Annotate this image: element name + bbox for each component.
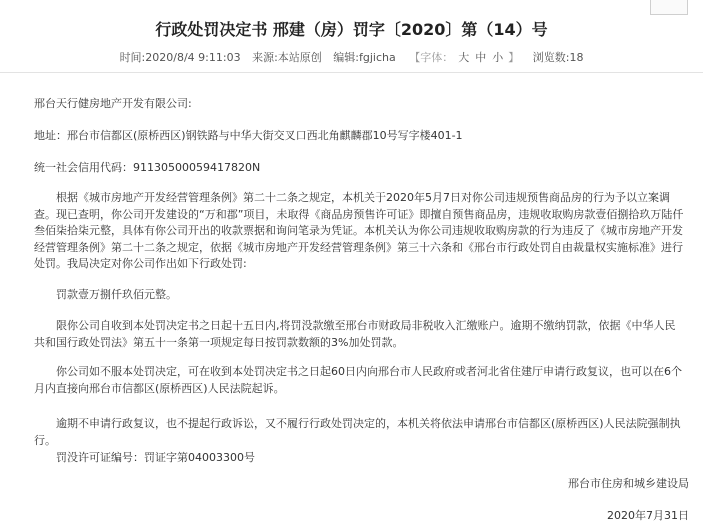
appeal-paragraph: 你公司如不服本处罚决定，可在收到本处罚决定书之日起60日内向邢台市人民政府或者河北省住建厅申请行政复议，也可以在6个月内直接向邢台市信都区(原桥西区)人民法院起诉。 <box>34 365 682 395</box>
publish-time: 时间:2020/8/4 9:11:03 <box>119 51 241 64</box>
header-divider <box>0 72 703 73</box>
font-size-medium-link[interactable]: 中 <box>475 51 487 64</box>
address: 地址：邢台市信都区(原桥西区)钢铁路与中华大街交叉口西北角麒麟郡10号写字楼401-1 <box>34 129 463 142</box>
font-size-prefix: 【字体： <box>409 51 454 64</box>
font-size-large-link[interactable]: 大 <box>458 51 470 64</box>
corner-decoration <box>650 0 688 15</box>
view-count: 浏览数:18 <box>532 51 584 64</box>
source-label: 来源:本站原创 <box>252 51 322 64</box>
enforcement-paragraph: 逾期不申请行政复议，也不提起行政诉讼，又不履行行政处罚决定的，本机关将依法申请邢台市信都区(原桥西区)人民法院强制执行。 <box>34 417 681 447</box>
article-meta <box>0 50 703 66</box>
payment-paragraph: 限你公司自收到本处罚决定书之日起十五日内,将罚没款缴至邢台市财政局非税收入汇缴账户。逾期不缴纳罚款，依据《中华人民共和国行政处罚法》第五十一条第一项规定每日按罚款数额的3%加处罚款。 <box>34 319 676 349</box>
font-size-suffix: 】 <box>508 51 520 64</box>
penalty-paragraph: 罚款壹万捌仟玖佰元整。 <box>56 288 177 301</box>
font-size-small-link[interactable]: 小 <box>492 51 504 64</box>
permit-number: 罚没许可证编号：罚证字第04003300号 <box>56 451 255 464</box>
signatory: 邢台市住房和城乡建设局 <box>568 477 689 490</box>
addressee: 邢台天行健房地产开发有限公司: <box>34 97 192 110</box>
page-title: 行政处罚决定书 邢建（房）罚字〔2020〕第（14）号 <box>155 20 548 39</box>
font-size-switcher <box>407 51 521 64</box>
editor-label: 编辑:fgjicha <box>333 51 396 64</box>
credit-code: 统一社会信用代码：91130500059417820N <box>34 161 261 174</box>
findings-paragraph: 根据《城市房地产开发经营管理条例》第二十二条之规定，本机关于2020年5月7日对你公司违规预售商品房的行为予以立案调查。现已查明，你公司开发建设的“万和郡”项目，未取得《商品房预售许可证》即擅自预售商品房，违规收取购房款壹佰捌拾玖万陆仟叁佰柒拾柒元整，具体有你公司开出的收款票据和询问笔录为凭证。本机关认为你公司违规收取购房款的行为违反了《城市房地产开发经营管理条例》第二十二条之规定，依据《城市房地产开发经营管理条例》第三十六条和《邢台市行政处罚自由裁量权实施标准》进行处罚。我局决定对你公司作出如下行政处罚: <box>34 191 684 270</box>
issue-date: 2020年7月31日 <box>607 509 689 522</box>
